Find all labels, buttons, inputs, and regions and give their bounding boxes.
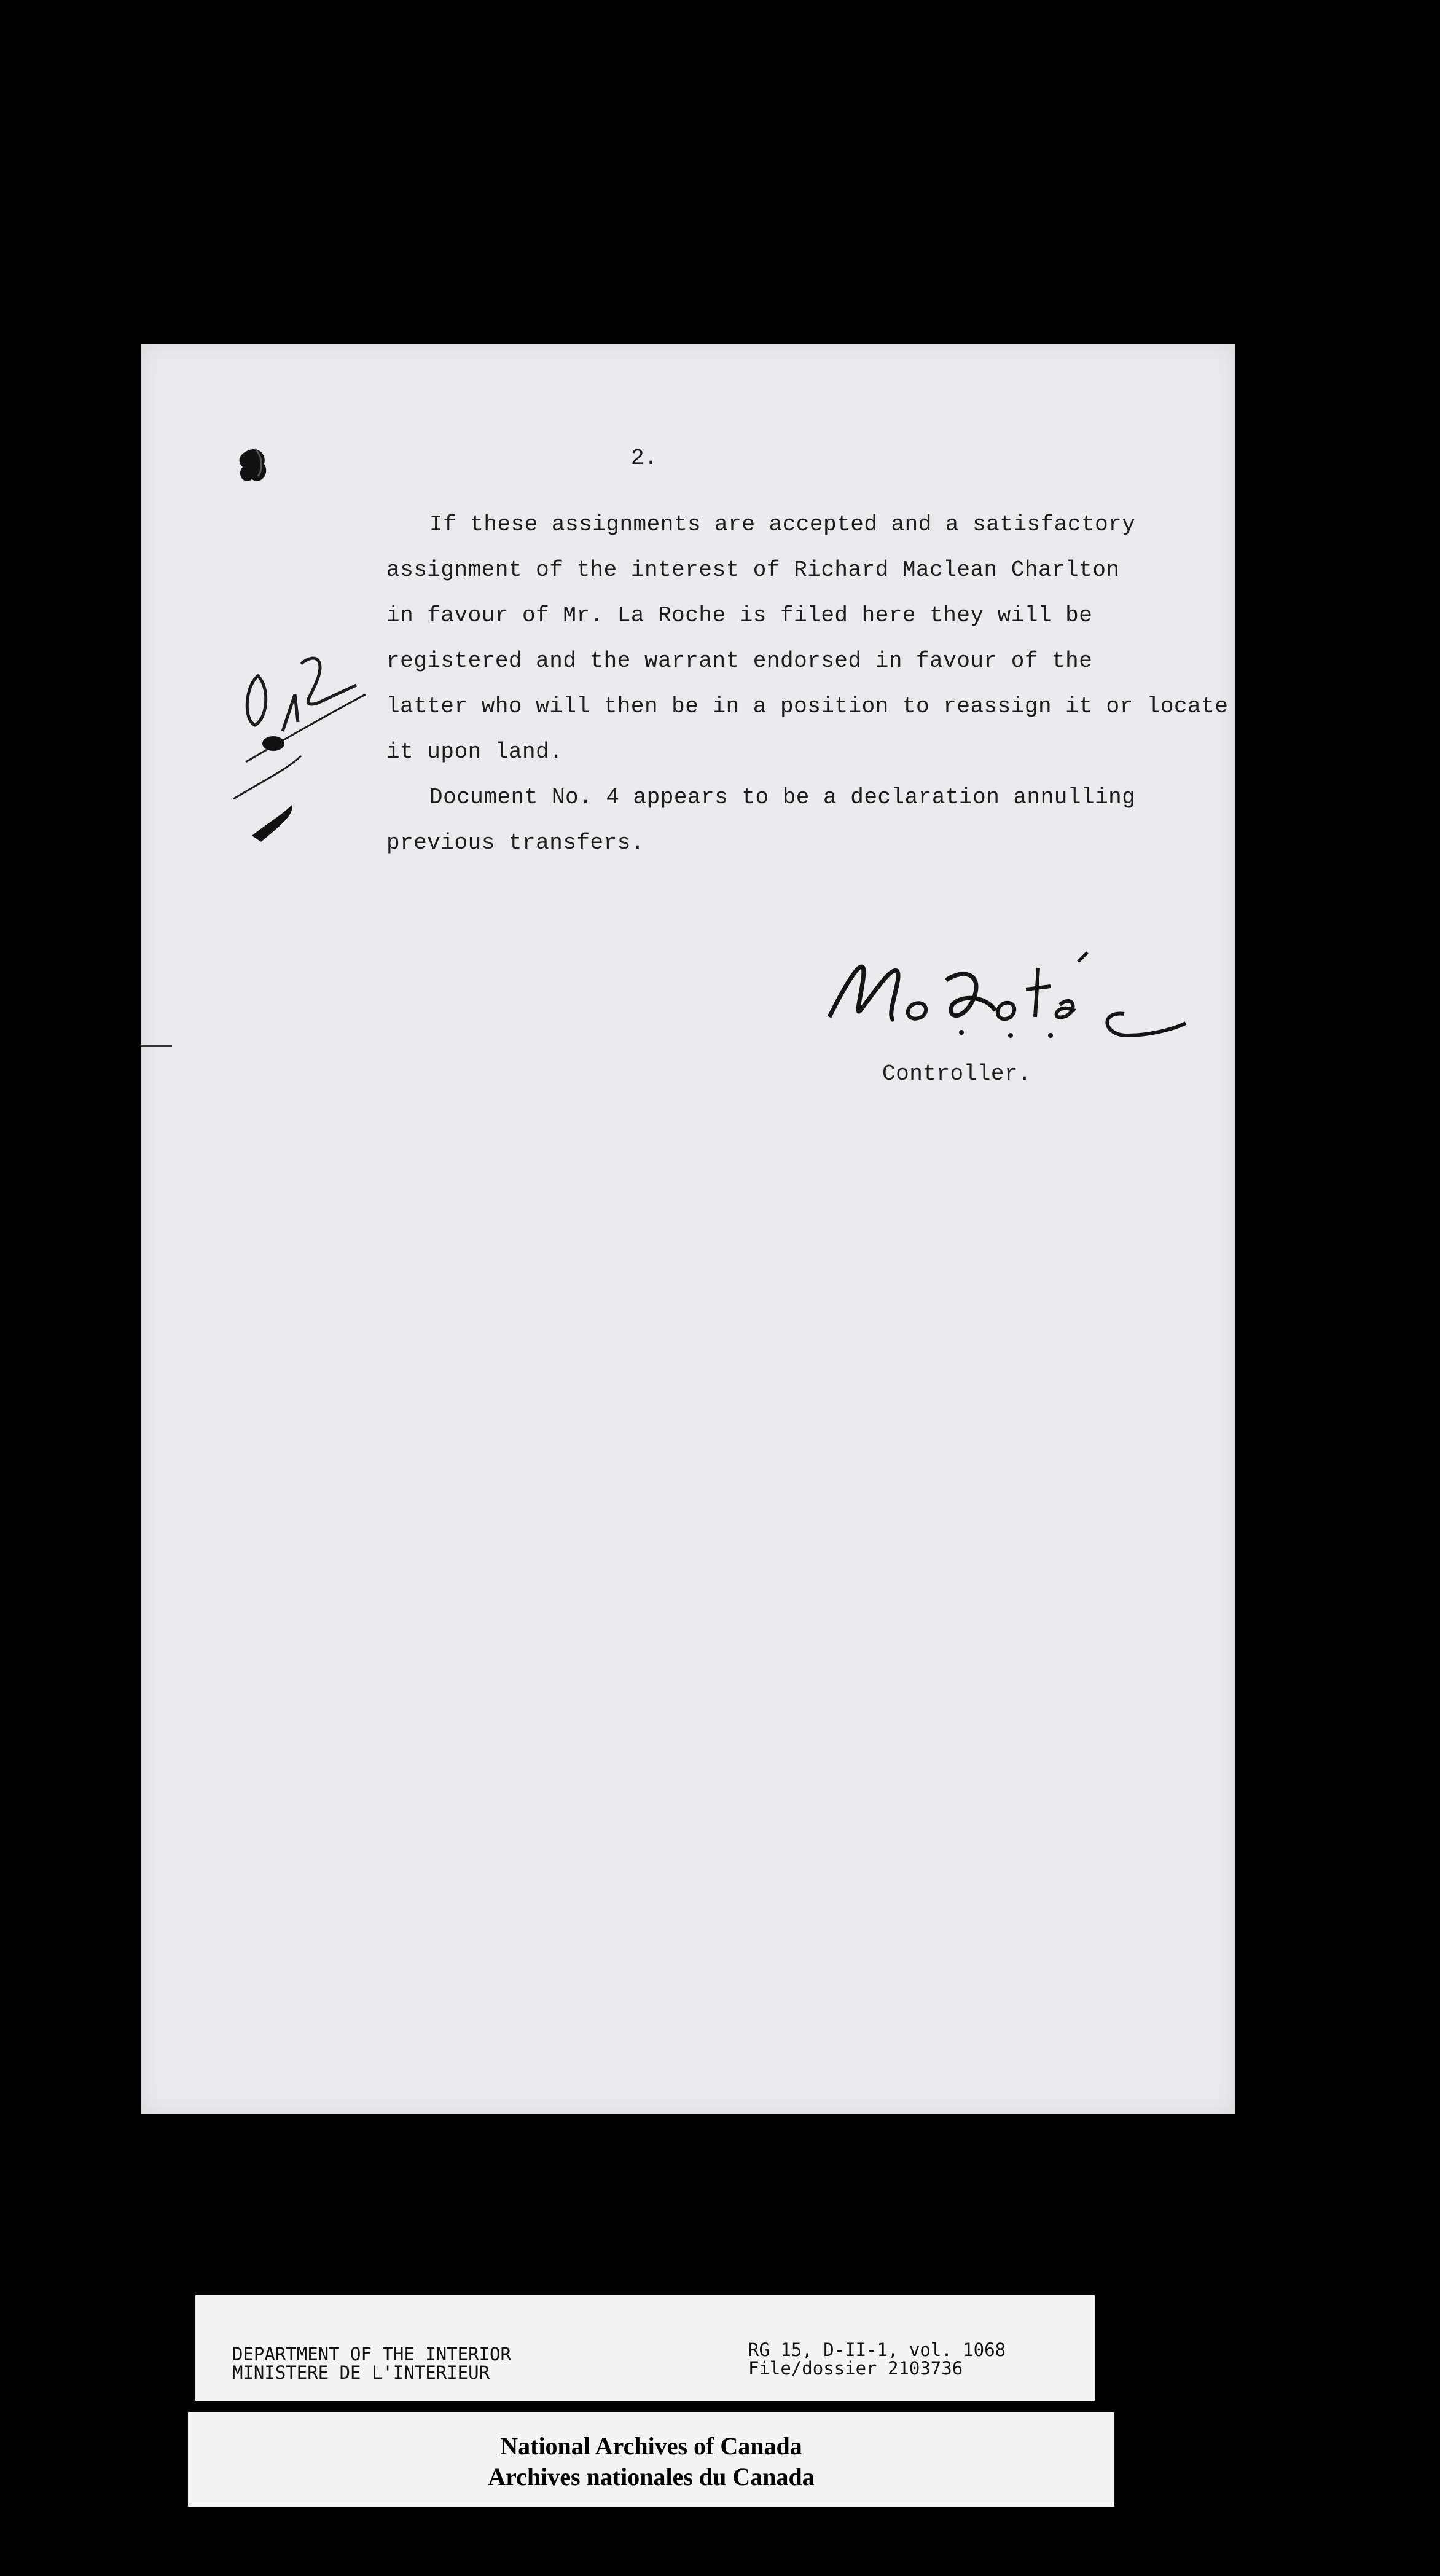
document-page (141, 344, 1235, 2114)
file-number: File/dossier 2103736 (748, 2358, 963, 2379)
body-line: previous transfers. (386, 830, 644, 855)
record-group-reference: RG 15, D-II-1, vol. 1068 (748, 2339, 1006, 2360)
department-french: MINISTERE DE L'INTERIEUR (232, 2362, 490, 2383)
body-line: in favour of Mr. La Roche is filed here they will be (386, 603, 1093, 628)
archives-label (188, 2412, 1114, 2507)
margin-tick (141, 1045, 172, 1047)
department-english: DEPARTMENT OF THE INTERIOR (232, 2344, 511, 2365)
body-line: Document No. 4 appears to be a declaration annulling (429, 785, 1136, 810)
archival-reference-label (195, 2295, 1095, 2401)
body-line: assignment of the interest of Richard Maclean Charlton (386, 557, 1120, 583)
signature-title: Controller. (882, 1061, 1032, 1086)
signature (805, 943, 1210, 1066)
page-number: 2. (631, 446, 658, 471)
punch-hole-mark (233, 442, 276, 492)
body-line: it upon land. (386, 739, 563, 764)
body-line: latter who will then be in a position to reassign it or locate (386, 694, 1229, 719)
margin-note-handwriting (209, 627, 393, 885)
body-line: If these assignments are accepted and a satisfactory (429, 512, 1136, 537)
archives-name-english: National Archives of Canada (500, 2432, 802, 2460)
archives-name-french: Archives nationales du Canada (488, 2463, 815, 2491)
body-line: registered and the warrant endorsed in favour of the (386, 648, 1093, 673)
